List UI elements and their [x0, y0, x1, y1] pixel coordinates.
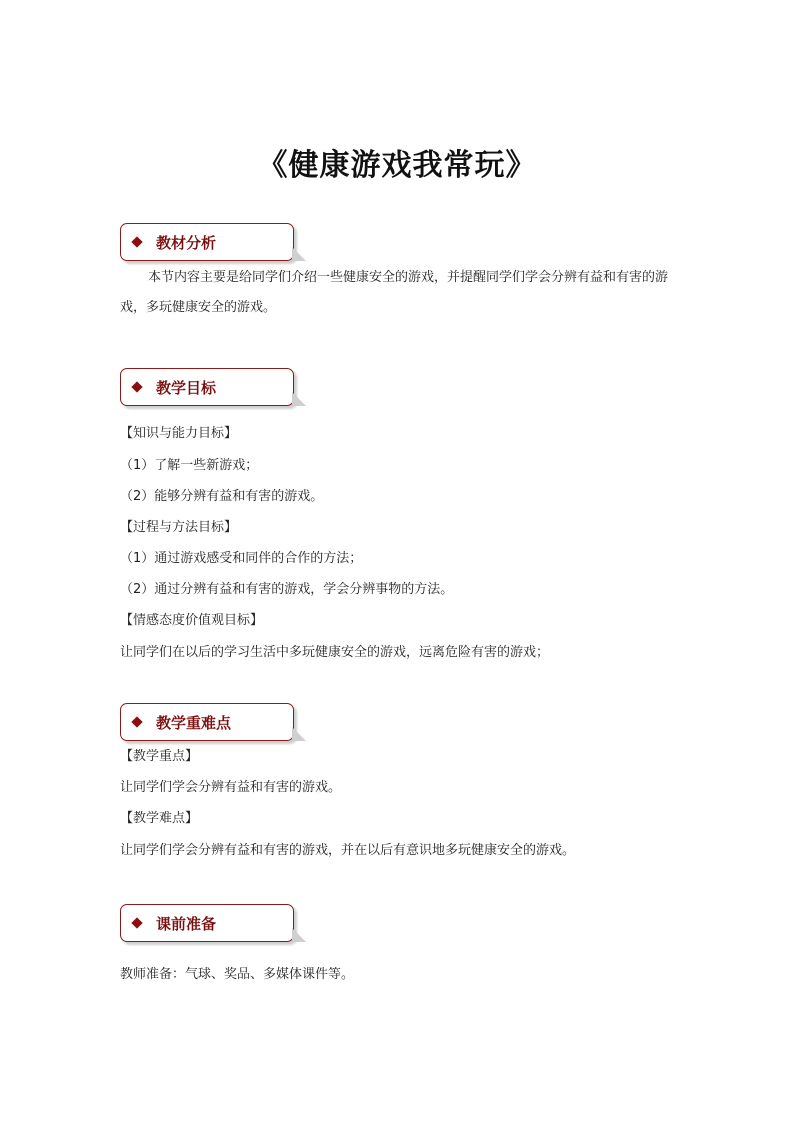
objective-line: （1）了解一些新游戏； [120, 458, 259, 473]
section-heading: 教学目标 [156, 379, 217, 397]
diamond-bullet-icon [131, 716, 142, 727]
diamond-bullet-icon [131, 381, 142, 392]
diamond-bullet-icon [131, 917, 142, 928]
section-heading: 课前准备 [156, 915, 217, 933]
header-shadow-tail [292, 247, 306, 261]
section-header-box [120, 368, 294, 406]
difficulty-heading: 【教学难点】 [120, 811, 199, 826]
objective-heading-knowledge: 【知识与能力目标】 [120, 426, 238, 441]
header-shadow-tail [292, 727, 306, 741]
section-header-key-points [120, 703, 310, 743]
objective-line: （1）通过游戏感受和同伴的合作的方法； [120, 551, 363, 566]
diamond-bullet-icon [131, 236, 142, 247]
key-point-heading: 【教学重点】 [120, 749, 199, 764]
section-heading: 教材分析 [156, 234, 217, 252]
objective-heading-attitude: 【情感态度价值观目标】 [120, 613, 264, 628]
preparation-line: 教师准备：气球、奖品、多媒体课件等。 [120, 967, 355, 982]
section-header-analysis [120, 223, 310, 263]
header-shadow-tail [292, 392, 306, 406]
section-header-objectives [120, 368, 310, 408]
analysis-paragraph: 本节内容主要是给同学们介绍一些健康安全的游戏，并提醒同学们学会分辨有益和有害的游戏，多玩健康安全的游戏。 [120, 270, 669, 315]
difficulty-line: 让同学们学会分辨有益和有害的游戏，并在以后有意识地多玩健康安全的游戏。 [120, 843, 576, 858]
objective-line: （2）通过分辨有益和有害的游戏，学会分辨事物的方法。 [120, 582, 454, 597]
objective-line: 让同学们在以后的学习生活中多玩健康安全的游戏，远离危险有害的游戏； [120, 645, 550, 660]
section-header-box [120, 904, 294, 942]
document-title: 《健康游戏我常玩》 [257, 148, 537, 183]
section-header-box [120, 703, 294, 741]
key-point-line: 让同学们学会分辨有益和有害的游戏。 [120, 780, 342, 795]
objective-heading-process: 【过程与方法目标】 [120, 520, 238, 535]
section-heading: 教学重难点 [156, 714, 232, 732]
section-header-box [120, 223, 294, 261]
objective-line: （2）能够分辨有益和有害的游戏。 [120, 489, 324, 504]
header-shadow-tail [292, 928, 306, 942]
section-header-preparation [120, 904, 310, 944]
